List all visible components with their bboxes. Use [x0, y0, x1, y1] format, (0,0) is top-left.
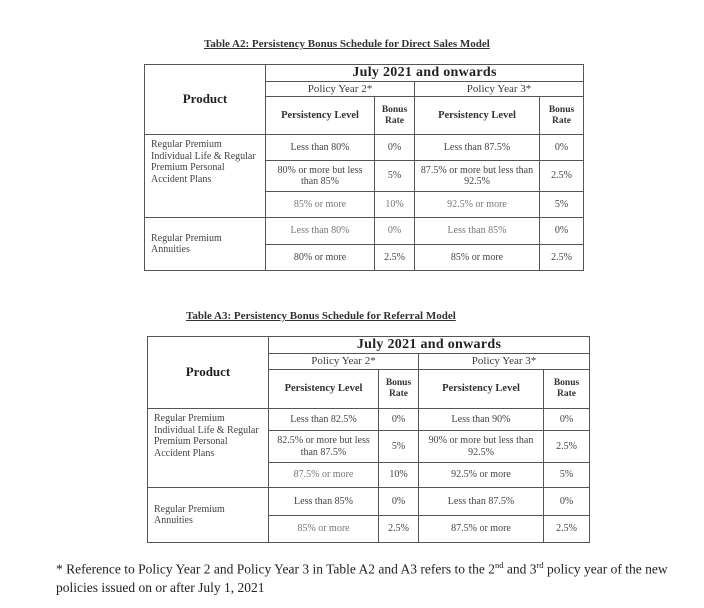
footnote-text: policy year of the new policies issued on or after July 1, 2021: [56, 561, 668, 595]
persistency-level-cell: Less than 87.5%: [419, 488, 544, 516]
bonus-rate-cell: 0%: [544, 409, 590, 431]
bonus-rate-cell: 0%: [379, 488, 419, 516]
persistency-level-cell: 92.5% or more: [419, 463, 544, 488]
footnote: [56, 556, 696, 597]
policy-year-3-header: Policy Year 3*: [419, 354, 590, 370]
table-row: [148, 488, 590, 516]
persistency-level-cell: 80% or more: [266, 245, 375, 271]
persistency-level-header: Persistency Level: [266, 97, 375, 135]
persistency-level-cell: Less than 90%: [419, 409, 544, 431]
persistency-level-cell: Less than 80%: [266, 135, 375, 161]
bonus-rate-header: Bonus Rate: [540, 97, 584, 135]
footnote-text: * Reference to Policy Year 2 and Policy Year 3 in Table A2 and A3 refers to the 2: [56, 561, 495, 577]
product-name: Regular Premium Individual Life & Regular Premium Personal Accident Plans: [145, 135, 266, 218]
bonus-rate-cell: 0%: [375, 218, 415, 245]
persistency-level-cell: Less than 85%: [269, 488, 379, 516]
persistency-level-cell: 87.5% or more: [419, 516, 544, 543]
persistency-level-cell: 82.5% or more but less than 87.5%: [269, 431, 379, 463]
persistency-level-header: Persistency Level: [419, 370, 544, 409]
table-a3-caption: Table A3: Persistency Bonus Schedule for Referral Model: [186, 310, 456, 322]
persistency-level-cell: 85% or more: [415, 245, 540, 271]
persistency-level-cell: Less than 82.5%: [269, 409, 379, 431]
persistency-level-cell: 80% or more but less than 85%: [266, 161, 375, 192]
persistency-level-cell: Less than 87.5%: [415, 135, 540, 161]
policy-year-2-header: Policy Year 2*: [266, 82, 415, 97]
bonus-rate-cell: 5%: [375, 161, 415, 192]
product-name: Regular Premium Individual Life & Regular Premium Personal Accident Plans: [148, 409, 269, 488]
product-header: Product: [145, 65, 266, 135]
persistency-level-header: Persistency Level: [415, 97, 540, 135]
table-a2: [144, 64, 584, 271]
table-row: [145, 135, 584, 161]
product-name: Regular Premium Annuities: [145, 218, 266, 271]
bonus-rate-cell: 10%: [375, 192, 415, 218]
table-a2-caption: Table A2: Persistency Bonus Schedule for Direct Sales Model: [204, 38, 490, 50]
bonus-rate-cell: 2.5%: [544, 431, 590, 463]
period-header: July 2021 and onwards: [266, 65, 584, 82]
bonus-rate-cell: 2.5%: [379, 516, 419, 543]
bonus-rate-cell: 5%: [544, 463, 590, 488]
table-row: [148, 409, 590, 431]
bonus-rate-cell: 2.5%: [544, 516, 590, 543]
policy-year-3-header: Policy Year 3*: [415, 82, 584, 97]
bonus-rate-cell: 2.5%: [540, 245, 584, 271]
persistency-level-cell: Less than 80%: [266, 218, 375, 245]
footnote-superscript: rd: [536, 560, 544, 570]
bonus-rate-header: Bonus Rate: [544, 370, 590, 409]
bonus-rate-cell: 2.5%: [540, 161, 584, 192]
policy-year-2-header: Policy Year 2*: [269, 354, 419, 370]
persistency-level-cell: 87.5% or more but less than 92.5%: [415, 161, 540, 192]
bonus-rate-cell: 0%: [540, 135, 584, 161]
bonus-rate-cell: 10%: [379, 463, 419, 488]
period-header: July 2021 and onwards: [269, 337, 590, 354]
bonus-rate-cell: 5%: [379, 431, 419, 463]
footnote-superscript: nd: [494, 560, 504, 570]
bonus-rate-header: Bonus Rate: [375, 97, 415, 135]
bonus-rate-cell: 0%: [540, 218, 584, 245]
bonus-rate-cell: 5%: [540, 192, 584, 218]
table-a3: [147, 336, 590, 543]
table-row: [145, 218, 584, 245]
bonus-rate-cell: 2.5%: [375, 245, 415, 271]
bonus-rate-cell: 0%: [375, 135, 415, 161]
persistency-level-cell: 85% or more: [266, 192, 375, 218]
product-name: Regular Premium Annuities: [148, 488, 269, 543]
persistency-level-cell: 92.5% or more: [415, 192, 540, 218]
footnote-text: and 3: [503, 561, 537, 577]
bonus-rate-cell: 0%: [544, 488, 590, 516]
persistency-level-cell: 85% or more: [269, 516, 379, 543]
bonus-rate-cell: 0%: [379, 409, 419, 431]
persistency-level-cell: 87.5% or more: [269, 463, 379, 488]
product-header: Product: [148, 337, 269, 409]
persistency-level-cell: 90% or more but less than 92.5%: [419, 431, 544, 463]
persistency-level-header: Persistency Level: [269, 370, 379, 409]
bonus-rate-header: Bonus Rate: [379, 370, 419, 409]
persistency-level-cell: Less than 85%: [415, 218, 540, 245]
